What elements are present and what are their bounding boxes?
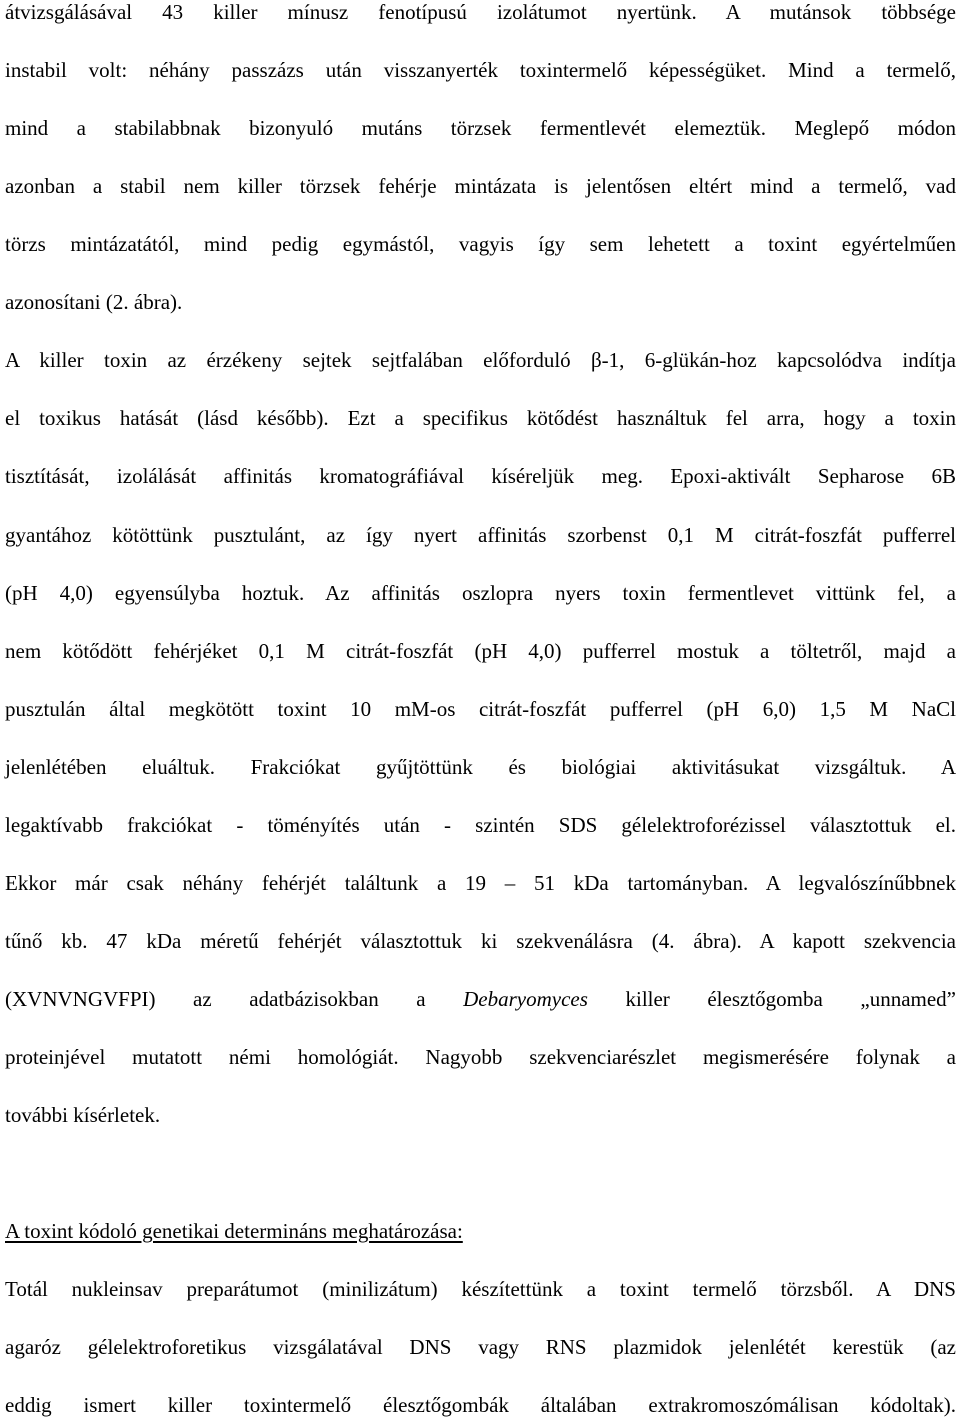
body-text-line: eddig ismert killer toxintermelő élesztőgombák általában extrakromoszómálisan kódoltak). <box>5 1393 956 1417</box>
body-text-line: azonban a stabil nem killer törzsek fehérje mintázata is jelentősen eltért mind a termelő, vad <box>5 174 956 198</box>
body-text-line: tűnő kb. 47 kDa méretű fehérjét választottuk ki szekvenálásra (4. ábra). A kapott szekvencia <box>5 929 956 953</box>
species-name: Debaryomyces <box>463 987 588 1011</box>
body-text-line <box>5 984 956 1014</box>
body-text-line: A killer toxin az érzékeny sejtek sejtfalában előforduló β-1, 6-glükán-hoz kapcsolódva indítja <box>5 348 956 372</box>
body-text-line: mind a stabilabbnak bizonyuló mutáns törzsek fermentlevét elemeztük. Meglepő módon <box>5 116 956 140</box>
body-text-line: (pH 4,0) egyensúlyba hoztuk. Az affinitás oszlopra nyers toxin fermentlevet vittünk fel, a <box>5 581 956 605</box>
body-text-line: tisztítását, izolálását affinitás kromatográfiával kíséreljük meg. Epoxi-aktivált Sepharose 6B <box>5 464 956 488</box>
text-segment: killer élesztőgomba „unnamed” <box>587 987 956 1011</box>
body-text-line: agaróz gélelektroforetikus vizsgálatával DNS vagy RNS plazmidok jelenlétét kerestük (az <box>5 1335 956 1359</box>
body-text-line: Ekkor már csak néhány fehérjét találtunk a 19 – 51 kDa tartományban. A legvalószínűbbnek <box>5 871 956 895</box>
body-text-line: azonosítani (2. ábra). <box>5 290 183 314</box>
body-text-line: instabil volt: néhány passzázs után visszanyerték toxintermelő képességüket. Mind a termelő, <box>5 58 956 82</box>
body-text-line: Totál nukleinsav preparátumot (minilizátum) készítettünk a toxint termelő törzsből. A DNS <box>5 1277 956 1301</box>
body-text-line: legaktívabb frakciókat - töményítés után - szintén SDS gélelektroforézissel választottuk el. <box>5 813 956 837</box>
body-text-line: további kísérletek. <box>5 1103 161 1127</box>
body-text-line: törzs mintázatától, mind pedig egymástól, vagyis így sem lehetett a toxint egyértelműen <box>5 232 956 256</box>
text-segment: (XVNVNGVFPI) az adatbázisokban a <box>5 987 464 1011</box>
body-text-line: jelenlétében eluáltuk. Frakciókat gyűjtöttünk és biológiai aktivitásukat vizsgáltuk. A <box>5 755 956 779</box>
body-text-line: proteinjével mutatott némi homológiát. Nagyobb szekvenciarészlet megismerésére folynak a <box>5 1045 956 1069</box>
body-text-line: átvizsgálásával 43 killer mínusz fenotípusú izolátumot nyertünk. A mutánsok többsége <box>5 0 956 24</box>
body-text-line: el toxikus hatását (lásd később). Ezt a specifikus kötődést használtuk fel arra, hogy a toxin <box>5 406 956 430</box>
body-text-line: nem kötődött fehérjéket 0,1 M citrát-foszfát (pH 4,0) pufferrel mostuk a töltetről, majd a <box>5 639 956 663</box>
body-text-line: gyantához kötöttünk pusztulánt, az így nyert affinitás szorbenst 0,1 M citrát-foszfát pufferrel <box>5 523 956 547</box>
body-text-line: pusztulán által megkötött toxint 10 mM-os citrát-foszfát pufferrel (pH 6,0) 1,5 M NaCl <box>5 697 956 721</box>
section-heading: A toxint kódoló genetikai determináns meghatározása: <box>5 1219 463 1243</box>
